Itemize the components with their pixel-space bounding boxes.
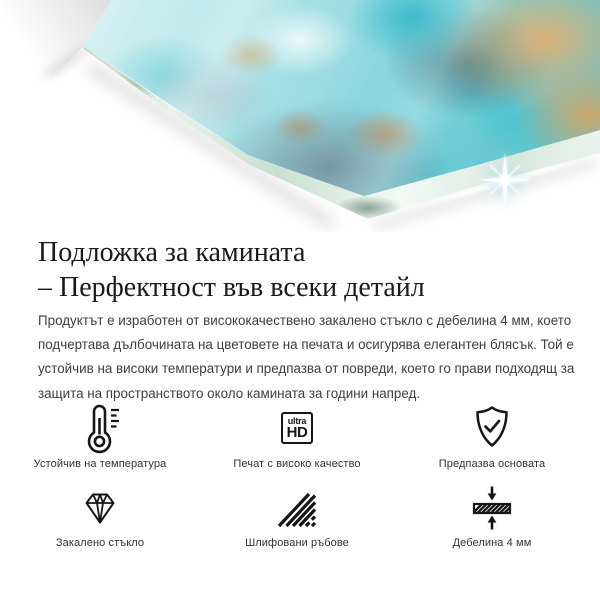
feature-temperature xyxy=(0,402,200,470)
feature-label: Шлифовани ръбове xyxy=(245,537,349,549)
page-title-line2: – Перфектност във всеки детайл xyxy=(38,272,425,303)
feature-protects-base xyxy=(392,402,592,470)
feature-polished-edges xyxy=(197,486,397,549)
feature-print-quality xyxy=(197,402,397,470)
shield-check-icon xyxy=(469,402,515,454)
ultra-hd-badge xyxy=(281,412,313,444)
feature-label: Дебелина 4 мм xyxy=(452,537,532,549)
thickness-icon xyxy=(469,486,515,530)
ultra-hd-icon xyxy=(281,402,313,454)
page-title xyxy=(38,235,425,305)
feature-label: Печат с високо качество xyxy=(233,458,361,470)
feature-label: Устойчив на температура xyxy=(33,458,167,470)
feature-tempered-glass xyxy=(0,486,200,549)
feature-label: Закалено стъкло xyxy=(55,537,145,549)
polished-edges-icon xyxy=(276,486,318,530)
product-description: Продуктът е изработен от висококачествено закалено стъкло с дебелина 4 мм, което подчертава дълбочината на цветовете на печата и осигурява елегантен блясък. Той е устойчив на високи температури и предпазва от повреди, което го прави подходящ за защита на пространството около камината за години напред. xyxy=(38,313,575,401)
thermometer-icon xyxy=(77,402,123,454)
ultra-hd-badge-top: ultra xyxy=(287,415,307,426)
feature-label: Предпазва основата xyxy=(438,458,546,470)
feature-thickness xyxy=(392,486,592,549)
product-photo xyxy=(0,0,600,232)
diamond-icon xyxy=(80,486,120,530)
sparkle-icon xyxy=(477,152,533,208)
page-title-line1: Подложка за камината xyxy=(38,237,306,268)
ultra-hd-badge-bottom: HD xyxy=(286,423,308,441)
